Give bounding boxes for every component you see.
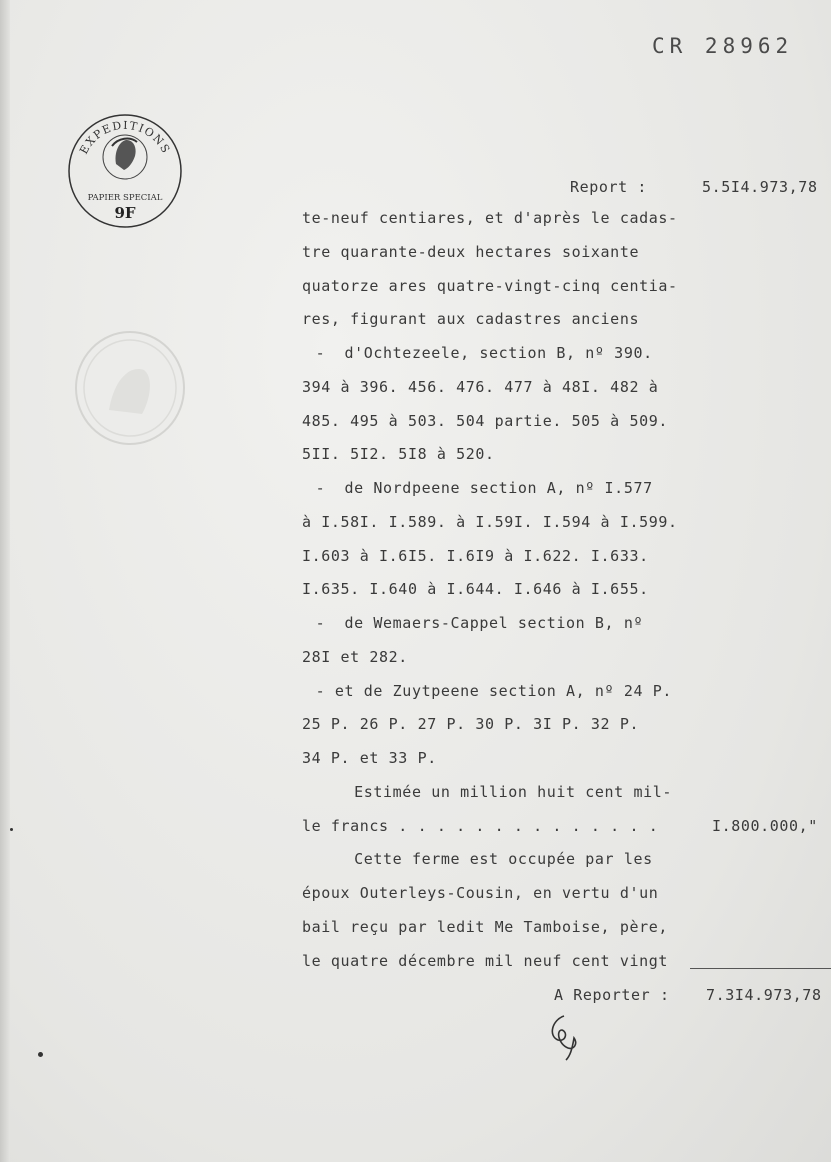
stamp-top-text: EXPEDITIONS xyxy=(77,118,173,157)
reporter-amount: 7.3I4.973,78 xyxy=(706,986,822,1004)
text-line: I.603 à I.6I5. I.6I9 à I.622. I.633. xyxy=(302,547,649,565)
text-line: époux Outerleys-Cousin, en vertu d'un xyxy=(302,884,659,902)
initials-signature xyxy=(544,1010,590,1062)
text-line: 25 P. 26 P. 27 P. 30 P. 3I P. 32 P. xyxy=(302,715,640,733)
text-line: - de Wemaers-Cappel section B, nº xyxy=(306,614,644,632)
text-line: tre quarante-deux hectares soixante xyxy=(302,243,640,261)
text-line: quatorze ares quatre-vingt-cinq centia- xyxy=(302,277,678,295)
text-line: - et de Zuytpeene section A, nº 24 P. xyxy=(306,682,672,700)
text-line: 485. 495 à 503. 504 partie. 505 à 509. xyxy=(302,412,668,430)
text-line: te-neuf centiares, et d'après le cadas- xyxy=(302,209,678,227)
text-line: 28I et 282. xyxy=(302,648,408,666)
stamp-value: 9F xyxy=(114,204,136,222)
text-line: - d'Ochtezeele, section B, nº 390. xyxy=(306,344,653,362)
embossed-seal xyxy=(74,330,186,446)
page-fold-shadow xyxy=(0,0,10,1162)
stamp-label: PAPIER SPECIAL xyxy=(87,193,163,203)
report-label: Report : xyxy=(570,178,648,196)
text-line: res, figurant aux cadastres anciens xyxy=(302,310,640,328)
document-reference: CR 28962 xyxy=(652,34,794,58)
text-line: 5II. 5I2. 5I8 à 520. xyxy=(302,445,495,463)
report-amount: 5.5I4.973,78 xyxy=(702,178,818,196)
fiscal-stamp xyxy=(66,112,184,230)
text-line: bail reçu par ledit Me Tamboise, père, xyxy=(302,918,668,936)
ink-dot xyxy=(10,828,13,831)
reporter-label: A Reporter : xyxy=(554,986,670,1004)
text-line: Cette ferme est occupée par les xyxy=(306,850,653,868)
estimate-amount: I.800.000," xyxy=(712,817,818,835)
text-line: - de Nordpeene section A, nº I.577 xyxy=(306,479,653,497)
text-line: 34 P. et 33 P. xyxy=(302,749,437,767)
text-line: 394 à 396. 456. 476. 477 à 48I. 482 à xyxy=(302,378,659,396)
text-line: Estimée un million huit cent mil- xyxy=(306,783,672,801)
ink-dot xyxy=(38,1052,43,1057)
text-line: I.635. I.640 à I.644. I.646 à I.655. xyxy=(302,580,649,598)
text-line: le quatre décembre mil neuf cent vingt xyxy=(302,952,668,970)
text-line: le francs . . . . . . . . . . . . . . xyxy=(302,817,659,835)
total-rule xyxy=(690,968,831,969)
text-line: à I.58I. I.589. à I.59I. I.594 à I.599. xyxy=(302,513,678,531)
